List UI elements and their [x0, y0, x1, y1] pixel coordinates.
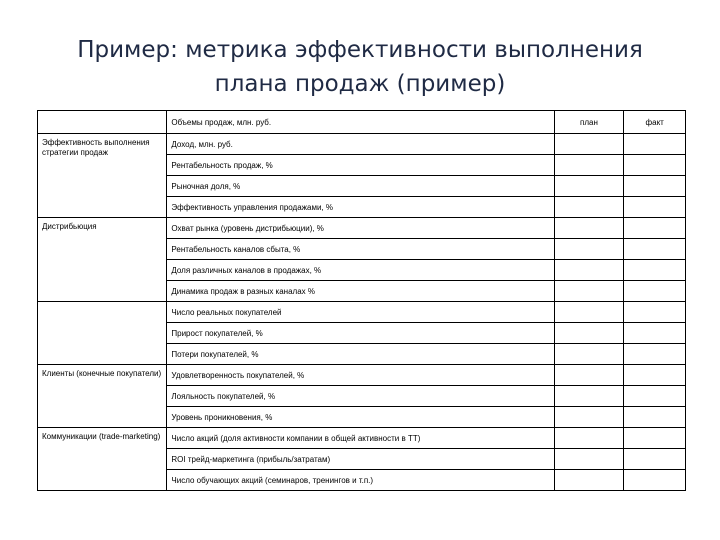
- table-row: [38, 134, 686, 155]
- metric-cell: Число акций (доля активности компании в общей активности в ТТ): [167, 428, 554, 449]
- metric-cell: Потери покупателей, %: [167, 344, 554, 365]
- category-cell: [38, 428, 167, 491]
- table-row: [38, 365, 686, 386]
- header-fact: факт: [624, 111, 686, 134]
- fact-cell: [624, 176, 686, 197]
- fact-cell: [624, 449, 686, 470]
- plan-cell: [554, 302, 624, 323]
- metric-cell: Охват рынка (уровень дистрибьюции), %: [167, 218, 554, 239]
- plan-cell: [554, 239, 624, 260]
- metric-cell: Динамика продаж в разных каналах %: [167, 281, 554, 302]
- title-line-1: Пример: метрика эффективности выполнения: [77, 37, 643, 63]
- fact-cell: [624, 407, 686, 428]
- fact-cell: [624, 365, 686, 386]
- fact-cell: [624, 428, 686, 449]
- metric-cell: Рентабельность каналов сбыта, %: [167, 239, 554, 260]
- title-line-2: плана продаж (пример): [214, 71, 506, 97]
- fact-cell: [624, 344, 686, 365]
- metrics-table: [37, 110, 686, 491]
- fact-cell: [624, 155, 686, 176]
- metric-cell: Рентабельность продаж, %: [167, 155, 554, 176]
- plan-cell: [554, 470, 624, 491]
- plan-cell: [554, 281, 624, 302]
- metric-cell: ROI трейд-маркетинга (прибыль/затратам): [167, 449, 554, 470]
- plan-cell: [554, 218, 624, 239]
- fact-cell: [624, 386, 686, 407]
- metric-cell: Уровень проникновения, %: [167, 407, 554, 428]
- fact-cell: [624, 470, 686, 491]
- metric-cell: Эффективность управления продажами, %: [167, 197, 554, 218]
- plan-cell: [554, 197, 624, 218]
- category-label: Эффективность выполнения стратегии продаж: [42, 138, 150, 157]
- metric-cell: Удовлетворенность покупателей, %: [167, 365, 554, 386]
- table-row: [38, 218, 686, 239]
- header-plan: план: [554, 111, 624, 134]
- category-label: Дистрибьюция: [42, 222, 97, 231]
- plan-cell: [554, 344, 624, 365]
- category-cell: [38, 365, 167, 428]
- category-label: Клиенты (конечные покупатели): [42, 369, 162, 378]
- category-cell: [38, 218, 167, 302]
- fact-cell: [624, 197, 686, 218]
- plan-cell: [554, 155, 624, 176]
- metric-cell: Прирост покупателей, %: [167, 323, 554, 344]
- plan-cell: [554, 407, 624, 428]
- fact-cell: [624, 323, 686, 344]
- plan-cell: [554, 428, 624, 449]
- category-label: Коммуникации (trade-marketing): [42, 432, 161, 441]
- plan-cell: [554, 365, 624, 386]
- plan-cell: [554, 134, 624, 155]
- metric-cell: Число реальных покупателей: [167, 302, 554, 323]
- plan-cell: [554, 386, 624, 407]
- category-spacer-cell: [38, 302, 167, 365]
- table-header-row: [38, 111, 686, 134]
- plan-cell: [554, 323, 624, 344]
- plan-cell: [554, 176, 624, 197]
- fact-cell: [624, 239, 686, 260]
- fact-cell: [624, 281, 686, 302]
- fact-cell: [624, 302, 686, 323]
- metric-cell: Лояльность покупателей, %: [167, 386, 554, 407]
- fact-cell: [624, 134, 686, 155]
- plan-cell: [554, 449, 624, 470]
- slide-title: [40, 33, 680, 101]
- table-row: [38, 302, 686, 323]
- metric-cell: Число обучающих акций (семинаров, тренингов и т.п.): [167, 470, 554, 491]
- header-empty-cell: [38, 111, 167, 134]
- metric-cell: Доход, млн. руб.: [167, 134, 554, 155]
- category-cell: [38, 134, 167, 218]
- fact-cell: [624, 218, 686, 239]
- metric-cell: Рыночная доля, %: [167, 176, 554, 197]
- plan-cell: [554, 260, 624, 281]
- table-row: [38, 428, 686, 449]
- header-metric: Объемы продаж, млн. руб.: [167, 111, 554, 134]
- fact-cell: [624, 260, 686, 281]
- metric-cell: Доля различных каналов в продажах, %: [167, 260, 554, 281]
